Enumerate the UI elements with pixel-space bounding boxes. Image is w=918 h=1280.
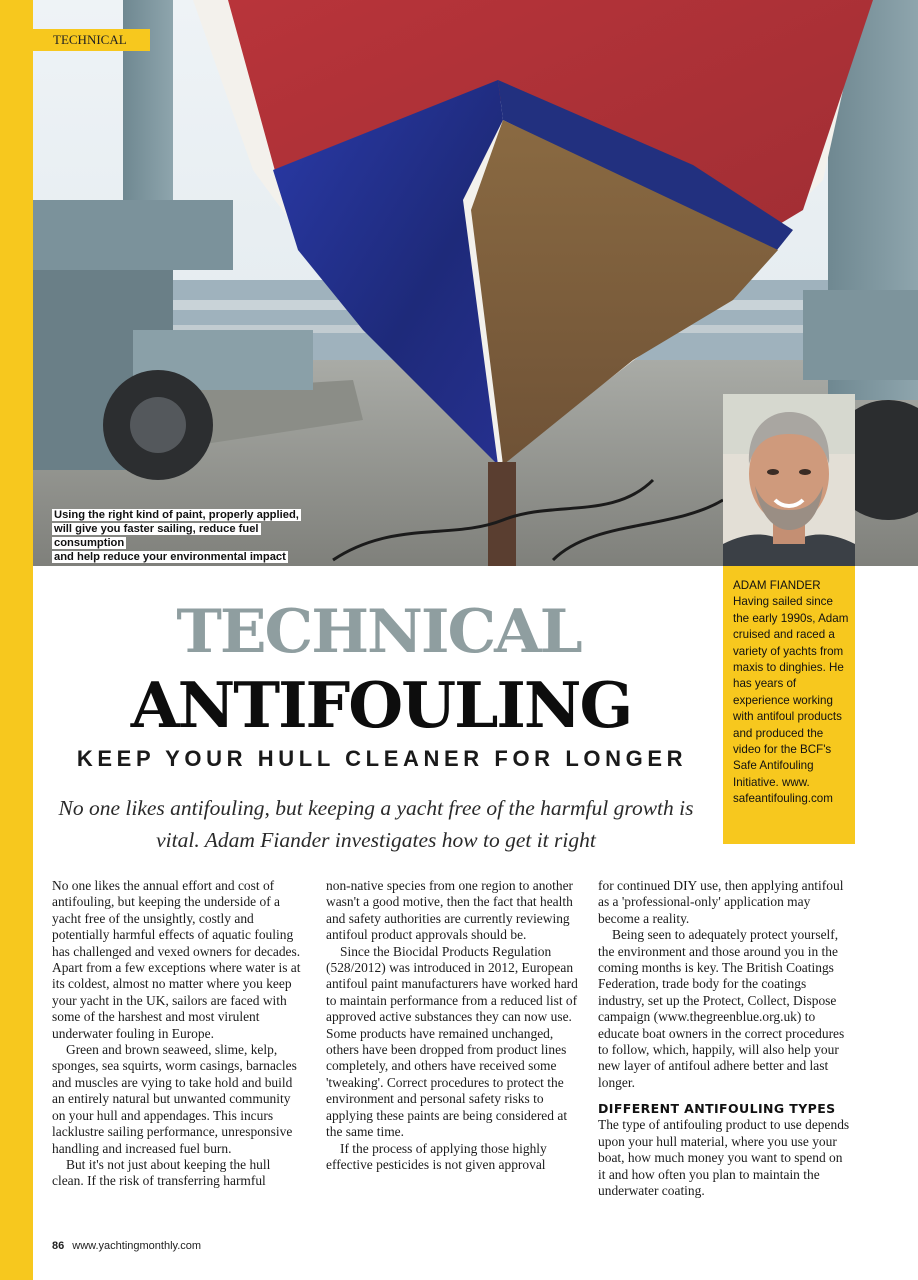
page-footer xyxy=(52,1240,201,1252)
body-paragraph: for continued DIY use, then applying antifoul as a 'professional-only' application may become a reality. xyxy=(598,878,844,926)
author-portrait xyxy=(723,394,855,566)
body-paragraph: Since the Biocidal Products Regulation (528/2012) was introduced in 2012, European antifoul paint manufacturers have worked hard to maintain performance from a reduced list of approved active substances they can now use. Some products have remained unchanged, others have been dropped from product lines completely, and others have received some 'tweaking'. Correct procedures to protect the environment and personal safety risks to applying these paints are being considered at the same time. xyxy=(326,943,578,1140)
headline: ANTIFOULING xyxy=(130,668,632,742)
body-paragraph: Being seen to adequately protect yourself, the environment and those around you in the coming months is key. The British Coatings Federation, trade body for the coatings industry, set up the Protect, Collect, Dispose campaign (www.thegreenblue.org.uk) to educate boat owners in the correct procedures to follow, which, happily, will also help your new layer of antifoul adhere better and last longer. xyxy=(598,927,845,1090)
deck: KEEP YOUR HULL CLEANER FOR LONGER xyxy=(76,746,688,771)
body-column-1 xyxy=(52,878,304,1190)
body-column-3 xyxy=(598,878,850,1199)
author-bio-box xyxy=(723,566,855,844)
body-column-2 xyxy=(326,878,578,1173)
page-number: 86 xyxy=(52,1240,65,1252)
body-paragraph: non-native species from one region to another wasn't a good motive, then the fact that health and safety authorities are currently reviewing antifoul product approvals should be. xyxy=(326,878,574,943)
subheading: DIFFERENT ANTIFOULING TYPES xyxy=(598,1101,836,1117)
section-tag: TECHNICAL xyxy=(33,29,150,51)
photo-caption xyxy=(52,508,322,564)
caption-line: and help reduce your environmental impact xyxy=(54,551,286,563)
author-bio-text: Having sailed since the early 1990s, Adam cruised and raced a variety of yachts from maxis to dinghies. He has years of experience working with antifoul products and produced the video for the BCF's Safe Antifouling Initiative. www. safeantifouling.com xyxy=(733,595,849,806)
website-url: www.yachtingmonthly.com xyxy=(72,1240,202,1252)
body-paragraph: If the process of applying those highly effective pesticides is not given approval xyxy=(326,1140,547,1172)
author-name: ADAM FIANDER xyxy=(733,579,821,592)
body-paragraph: Green and brown seaweed, slime, kelp, sponges, sea squirts, worm casings, barnacles and muscles are vying to take hold and build an entirely natural but unwanted community on your hull and appendages. This incurs lacklustre sailing performance, unresponsive handling and increased fuel burn. xyxy=(52,1042,297,1156)
body-paragraph: The type of antifouling product to use depends upon your hull material, where you use your boat, how much money you want to spend on it and how often you plan to maintain the underwater coating. xyxy=(598,1117,850,1198)
body-paragraph: No one likes the annual effort and cost of antifouling, but keeping the underside of a yacht free of the unsightly, costly and potentially harmful effects of aquatic fouling has challenged and vexed owners for decades. Apart from a few exceptions where water is at its coldest, almost no matter where you keep your yacht in the UK, sailors are faced with some of the harshest and most virulent underwater fouling in Europe. xyxy=(52,878,301,1041)
body-paragraph: But it's not just about keeping the hull clean. If the risk of transferring harmful xyxy=(52,1156,271,1189)
caption-line: Using the right kind of paint, properly applied, xyxy=(54,509,299,521)
accent-bar xyxy=(0,0,33,1280)
caption-line: will give you faster sailing, reduce fuel consumption xyxy=(54,523,259,549)
standfirst: No one likes antifouling, but keeping a yacht free of the harmful growth is vital. Adam Fiander investigates how to get it right xyxy=(58,796,694,852)
headline-kicker: TECHNICAL xyxy=(176,597,581,667)
